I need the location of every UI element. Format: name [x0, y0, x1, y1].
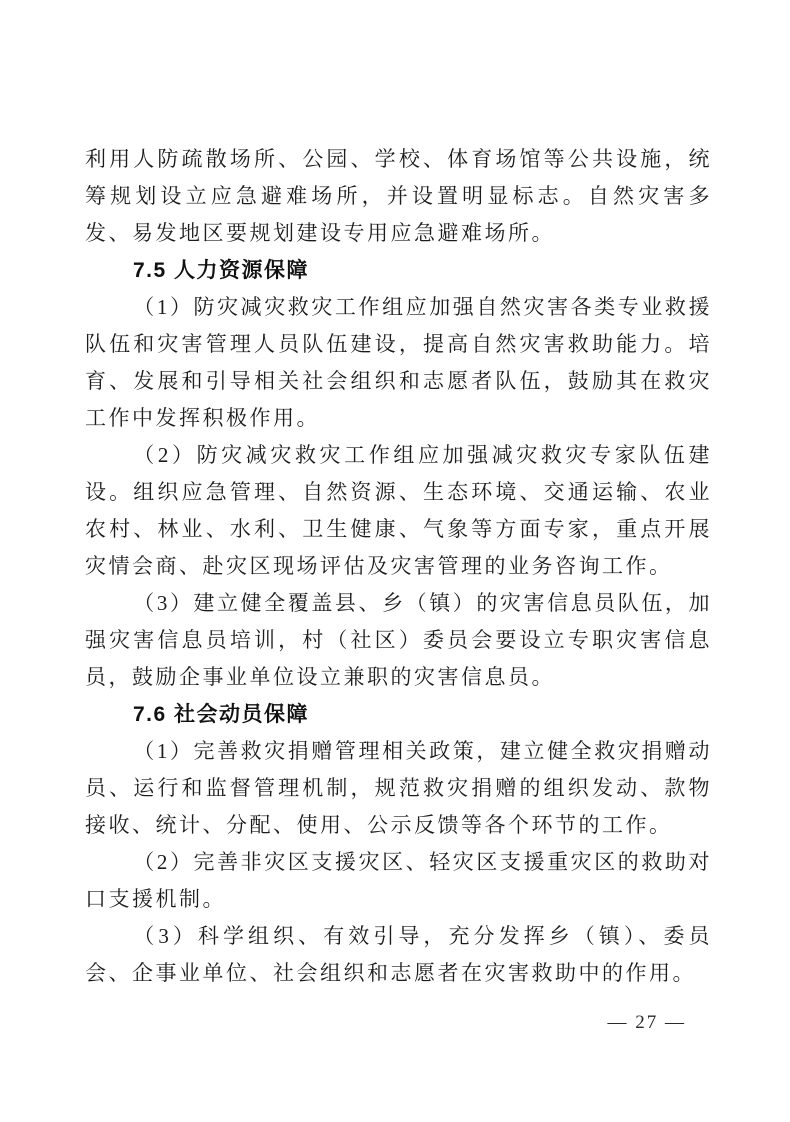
paragraph-7-5-item-1: （1）防灾减灾救灾工作组应加强自然灾害各类专业救援队伍和灾害管理人员队伍建设，提高自然灾害救助能力。培育、发展和引导相关社会组织和志愿者队伍，鼓励其在救灾工作中发挥积极作用。	[85, 295, 712, 430]
paragraph-7-6-item-3: （3）科学组织、有效引导，充分发挥乡（镇）、委员会、企事业单位、社会组织和志愿者在灾害救助中的作用。	[85, 924, 712, 985]
paragraph-7-6-item-2: （2）完善非灾区支援灾区、轻灾区支援重灾区的救助对口支援机制。	[85, 850, 712, 911]
page-body	[85, 141, 712, 992]
paragraph-7-5-item-3: （3）建立健全覆盖县、乡（镇）的灾害信息员队伍，加强灾害信息员培训，村（社区）委员会要设立专职灾害信息员，鼓励企事业单位设立兼职的灾害信息员。	[85, 591, 712, 689]
page-number: — 27 —	[607, 1012, 686, 1033]
paragraph-7-5-item-2: （2）防灾减灾救灾工作组应加强减灾救灾专家队伍建设。组织应急管理、自然资源、生态环境、交通运输、农业农村、林业、水利、卫生健康、气象等方面专家，重点开展灾情会商、赴灾区现场评估及灾害管理的业务咨询工作。	[85, 443, 712, 578]
section-heading-7-6: 7.6 社会动员保障	[133, 703, 310, 726]
paragraph-7-6-item-1: （1）完善救灾捐赠管理相关政策，建立健全救灾捐赠动员、运行和监督管理机制，规范救灾捐赠的组织发动、款物接收、统计、分配、使用、公示反馈等各个环节的工作。	[85, 739, 712, 837]
section-heading-7-5: 7.5 人力资源保障	[133, 259, 310, 282]
paragraph-continuation: 利用人防疏散场所、公园、学校、体育场馆等公共设施，统筹规划设立应急避难场所，并设置明显标志。自然灾害多发、易发地区要规划建设专用应急避难场所。	[85, 147, 712, 245]
